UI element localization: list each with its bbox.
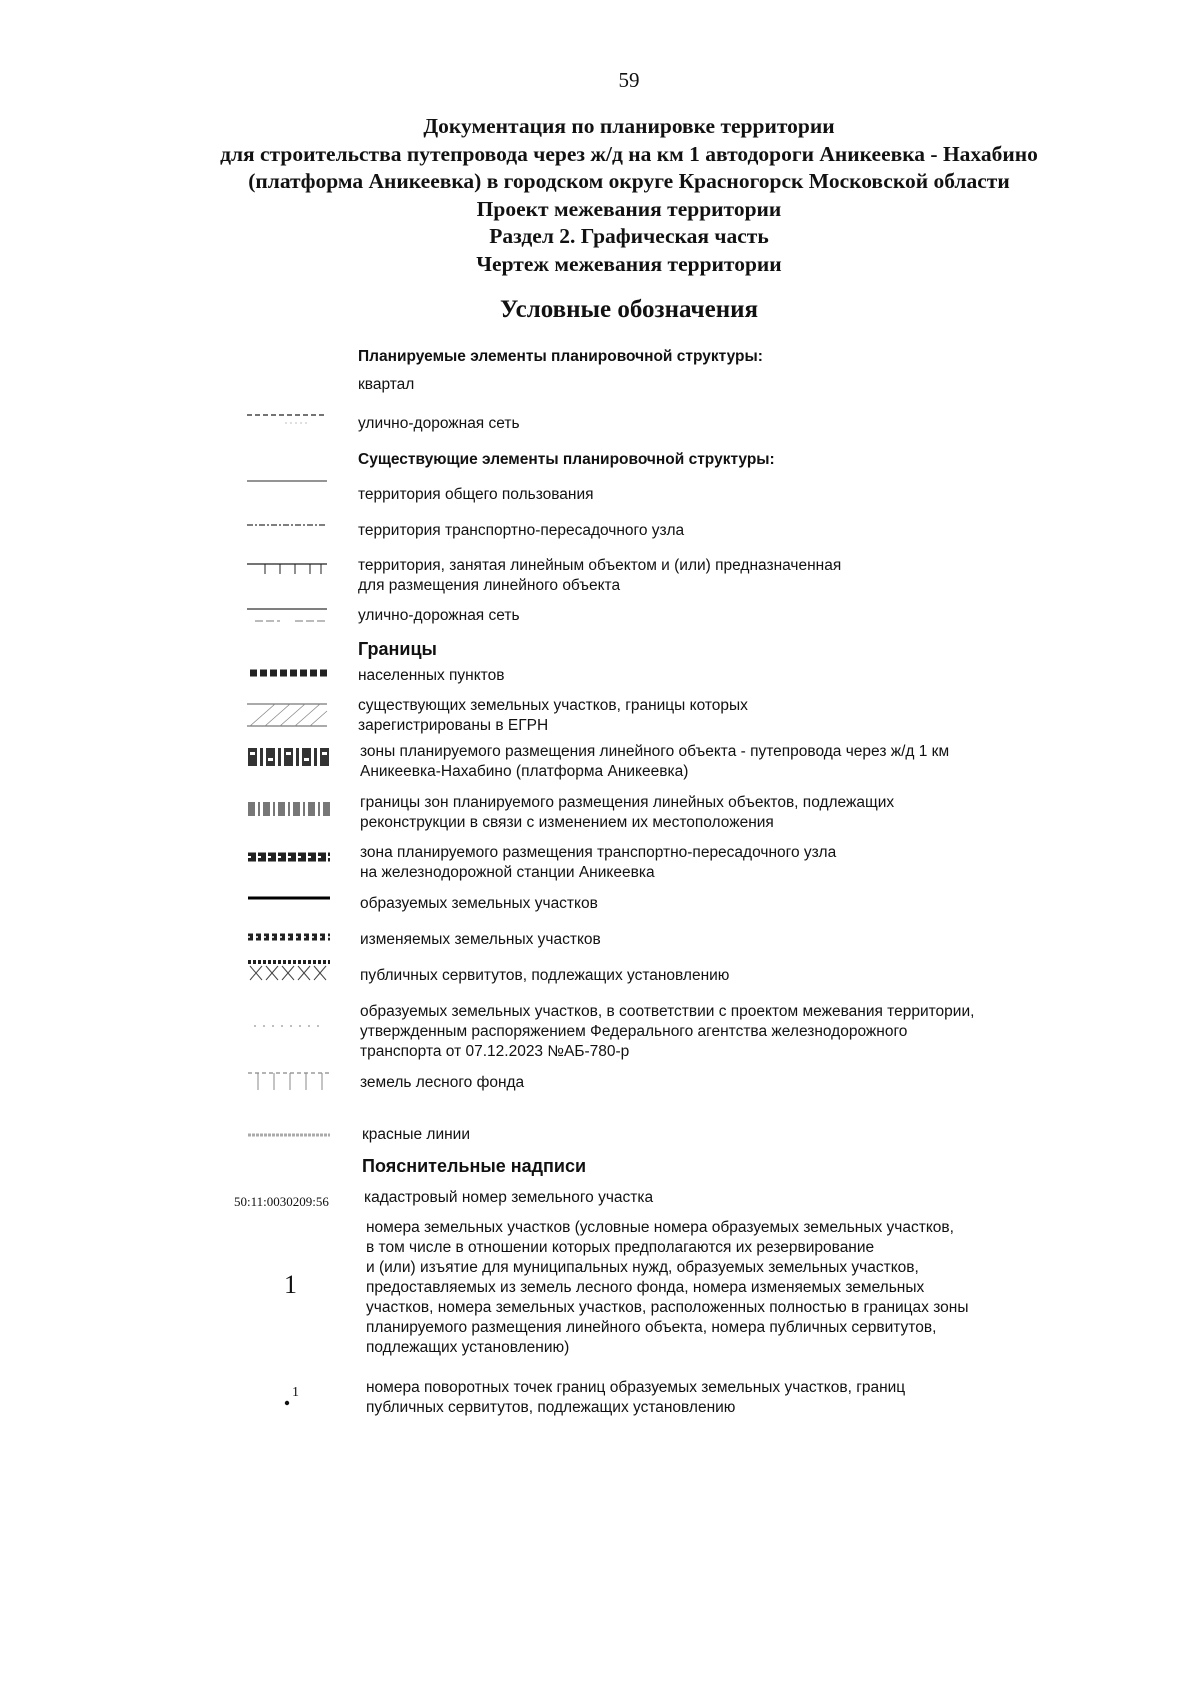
legend-label-railway-parcels-2: утвержденным распоряжением Федерального агентства железнодорожного (360, 1023, 908, 1040)
egrn-parcels-boundary-symbol (245, 700, 330, 730)
public-territory-symbol (245, 474, 330, 488)
existing-elements-heading: Существующие элементы планировочной структуры: (358, 451, 775, 468)
parcel-numbers-line-2: в том числе в отношении которых предполагаются их резервирование (366, 1239, 875, 1256)
title-line: Чертеж межевания территории (476, 251, 782, 276)
legend-label-kvartal: квартал (358, 376, 415, 393)
turning-point-dot (282, 1398, 292, 1408)
transport-hub-territory-symbol (245, 518, 330, 532)
legend-label-transport-hub-zone-2: на железнодорожной станции Аникеевка (360, 864, 655, 881)
changed-parcels-symbol (246, 930, 332, 944)
legend-label-changed-parcels: изменяемых земельных участков (360, 931, 601, 948)
explanatory-heading: Пояснительные надписи (362, 1156, 587, 1176)
legend-label-reconstruction-zones-2: реконструкции в связи с изменением их местоположения (360, 814, 774, 831)
title-line: для строительства путепровода через ж/д на км 1 автодороги Аникеевка - Нахабино (220, 141, 1038, 166)
legend-label-cadastral-number: кадастровый номер земельного участка (364, 1189, 654, 1206)
turning-points-line-2: публичных сервитутов, подлежащих установлению (366, 1399, 736, 1416)
parcel-numbers-line-3: и (или) изъятие для муниципальных нужд, образуемых земельных участков, (366, 1259, 919, 1276)
planned-elements-heading: Планируемые элементы планировочной структуры: (358, 348, 763, 365)
parcel-numbers-line-1: номера земельных участков (условные номера образуемых земельных участков, (366, 1219, 954, 1236)
reconstruction-zones-symbol (246, 800, 332, 818)
legend-label-formed-parcels: образуемых земельных участков (360, 895, 598, 912)
title-line: Раздел 2. Графическая часть (489, 224, 769, 248)
legend-label-egrn-parcels-1: существующих земельных участков, границы которых (358, 697, 748, 714)
legend-heading: Условные обозначения (499, 296, 759, 323)
legend-label-reconstruction-zones-1: границы зон планируемого размещения линейных объектов, подлежащих (360, 794, 895, 811)
legend-label-red-lines: красные линии (362, 1126, 470, 1143)
parcel-numbers-line-4: предоставляемых из земель лесного фонда, номера изменяемых земельных (366, 1279, 925, 1296)
legend-label-linear-object-territory-1: территория, занятая линейным объектом и (или) предназначенная (358, 557, 842, 574)
legend-label-forest-fund: земель лесного фонда (360, 1074, 525, 1091)
title-line: Документация по планировке территории (423, 114, 835, 138)
legend-label-settlements: населенных пунктов (358, 667, 505, 684)
title-line: (платформа Аникеевка) в городском округе Красногорск Московской области (248, 169, 1010, 193)
title-line: Проект межевания территории (476, 196, 782, 221)
page-number: 59 (618, 68, 640, 92)
parcel-number-sample: 1 (284, 1270, 297, 1299)
legend-label-planned-road-network: улично-дорожная сеть (358, 415, 520, 432)
parcel-numbers-line-7: подлежащих установлению) (366, 1339, 570, 1356)
parcel-numbers-line-6: планируемого размещения линейного объекта, номера публичных сервитутов, (366, 1319, 937, 1336)
forest-fund-symbol (246, 1068, 332, 1094)
transport-hub-zone-symbol (246, 849, 332, 865)
legend-label-transport-hub-territory: территория транспортно-пересадочного узла (358, 522, 685, 539)
legend-label-existing-road-network: улично-дорожная сеть (358, 607, 520, 624)
legend-label-public-territory: территория общего пользования (358, 486, 594, 503)
turning-points-line-1: номера поворотных точек границ образуемых земельных участков, границ (366, 1379, 906, 1396)
legend-label-linear-object-zone-1: зоны планируемого размещения линейного объекта - путепровода через ж/д 1 км (360, 743, 950, 760)
linear-object-zone-symbol (246, 746, 332, 768)
railway-agency-parcels-symbol (246, 1022, 332, 1030)
turning-point-number-sample: 1 (292, 1385, 299, 1400)
cadastral-number-sample: 50:11:0030209:56 (234, 1194, 329, 1209)
red-lines-symbol (246, 1131, 332, 1139)
legend-label-linear-object-zone-2: Аникеевка-Нахабино (платформа Аникеевка) (360, 763, 689, 780)
formed-parcels-symbol (246, 894, 332, 902)
parcel-numbers-line-5: участков, номера земельных участков, расположенных полностью в границах зоны (366, 1299, 969, 1316)
existing-road-network-symbol (245, 604, 330, 626)
legend-label-transport-hub-zone-1: зона планируемого размещения транспортно-пересадочного узла (360, 844, 837, 861)
document-title (0, 113, 1200, 278)
legend-label-egrn-parcels-2: зарегистрированы в ЕГРН (358, 717, 549, 734)
boundaries-heading: Границы (358, 639, 437, 659)
legend-label-public-servitudes: публичных сервитутов, подлежащих установлению (360, 967, 730, 984)
legend-label-railway-parcels-1: образуемых земельных участков, в соответствии с проектом межевания территории, (360, 1003, 975, 1020)
settlements-boundary-symbol (248, 665, 332, 681)
legend-label-railway-parcels-3: транспорта от 07.12.2023 №АБ-780-р (360, 1043, 630, 1060)
public-servitudes-symbol (246, 958, 332, 984)
planned-road-network-symbol (245, 410, 330, 430)
linear-object-territory-symbol (245, 558, 330, 580)
legend-label-linear-object-territory-2: для размещения линейного объекта (358, 577, 621, 594)
